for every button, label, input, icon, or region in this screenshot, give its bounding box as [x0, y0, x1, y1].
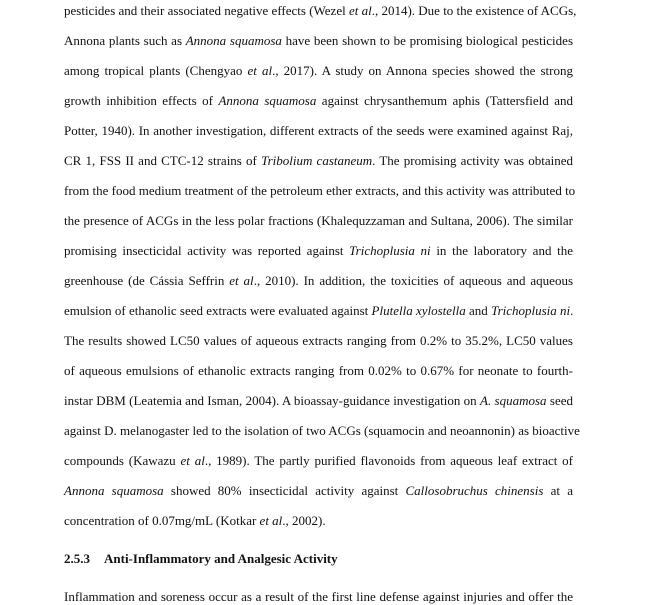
text-line: promising insecticidal activity was reported against Trichoplusia ni in the laboratory and the [64, 243, 573, 258]
text-line: Potter, 1940). In another investigation, different extracts of the seeds were examined against Raj, [64, 123, 573, 138]
text-line: from the food medium treatment of the petroleum ether extracts, and this activity was attributed to [64, 183, 576, 198]
text-line: the presence of ACGs in the less polar fractions (Khalequzzaman and Sultana, 2006). The similar [64, 213, 573, 228]
text-line: Annona plants such as Annona squamosa have been shown to be promising biological pesticides [64, 33, 574, 48]
text-line: of aqueous emulsions of ethanolic extracts ranging from 0.02% to 0.67% for neonate to fourth- [64, 363, 573, 378]
text-line: among tropical plants (Chengyao et al., 2017). A study on Annona species showed the strong [64, 63, 573, 78]
text-line: Annona squamosa showed 80% insecticidal activity against Callosobruchus chinensis at a [64, 483, 573, 498]
text-line: Inflammation and soreness occur as a result of the first line defense against injuries and offer the [64, 589, 573, 604]
text-line: concentration of 0.07mg/mL (Kotkar et al., 2002). [64, 513, 326, 528]
text-line: against D. melanogaster led to the isolation of two ACGs (squamocin and neoannonin) as bioactive [64, 423, 580, 438]
section-heading [64, 551, 338, 567]
text-line: CR 1, FSS II and CTC-12 strains of Tribolium castaneum. The promising activity was obtained [64, 153, 574, 168]
section-title: Anti-Inflammatory and Analgesic Activity [104, 551, 338, 566]
text-line: The results showed LC50 values of aqueous extracts ranging from 0.2% to 35.2%, LC50 values [64, 333, 573, 348]
text-line: compounds (Kawazu et al., 1989). The partly purified flavonoids from aqueous leaf extract of [64, 453, 573, 468]
section-number: 2.5.3 [64, 551, 90, 566]
text-line: instar DBM (Leatemia and Isman, 2004). A bioassay-guidance investigation on A. squamosa seed [64, 393, 573, 408]
text-line: pesticides and their associated negative effects (Wezel et al., 2014). Due to the existence of ACGs, [64, 3, 577, 18]
text-line: emulsion of ethanolic seed extracts were evaluated against Plutella xylostella and Trichoplusia ni. [64, 303, 574, 318]
text-line: growth inhibition effects of Annona squamosa against chrysanthemum aphis (Tattersfield and [64, 93, 574, 108]
text-line: greenhouse (de Cássia Seffrin et al., 2010). In addition, the toxicities of aqueous and aqueous [64, 273, 574, 288]
